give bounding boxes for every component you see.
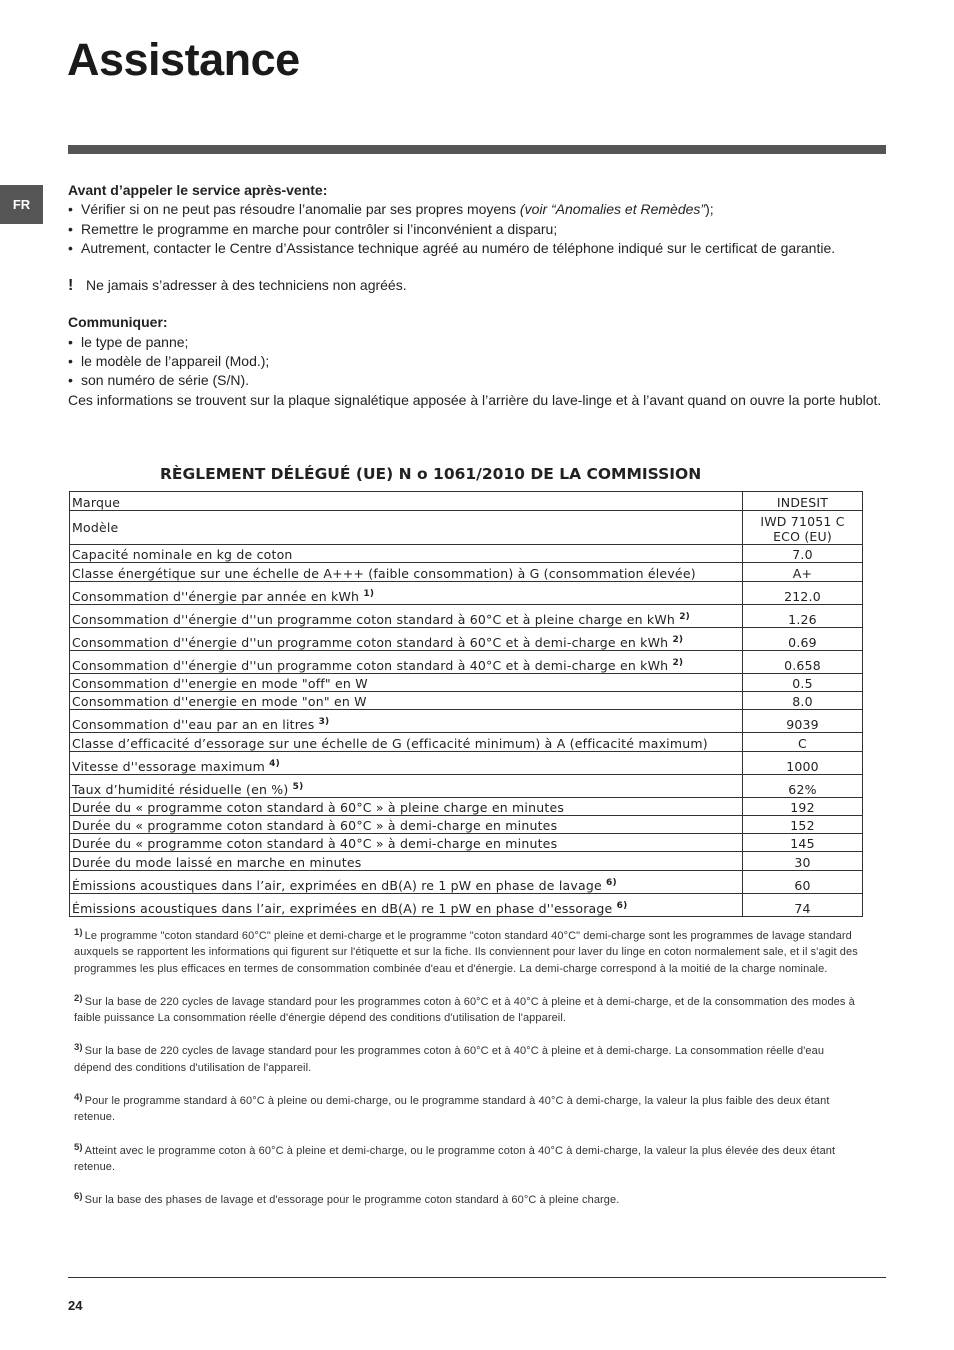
row-value: 74 <box>743 894 863 917</box>
footer-rule <box>68 1277 886 1278</box>
language-tab: FR <box>0 185 43 224</box>
table-row <box>70 733 863 752</box>
footnote-ref: 6) <box>616 901 628 911</box>
row-value: 60 <box>743 871 863 894</box>
info-paragraph: Ces informations se trouvent sur la plaque signalétique apposée à l’arrière du lave-linge et à l’avant quand on ouvre la porte hublot. <box>68 391 882 408</box>
list-item <box>68 239 886 258</box>
footnote-text: Atteint avec le programme coton à 60°C à pleine et demi-charge, ou le programme coton à 40°C à demi-charge, la valeur la plus élevée des deux étant retenue. <box>74 1144 836 1173</box>
table-row <box>70 545 863 563</box>
row-label: Consommation d''énergie d''un programme coton standard à 60°C et à pleine charge en kWh <box>72 612 676 627</box>
row-label: Consommation d''énergie d''un programme coton standard à 40°C et à demi-charge en kWh <box>72 658 669 673</box>
row-value: 145 <box>743 834 863 852</box>
footnote-ref: 1) <box>363 589 375 599</box>
table-row <box>70 834 863 852</box>
footnote-ref: 4) <box>269 759 280 769</box>
regulation-table <box>69 491 863 917</box>
footnote-text: Pour le programme standard à 60°C à pleine ou demi-charge, ou le programme standard à 40°C à demi-charge, la valeur la plus faible des deux étant retenue. <box>74 1095 830 1124</box>
footnote <box>74 1040 864 1076</box>
footnote <box>74 991 864 1027</box>
footnotes <box>74 925 864 1223</box>
bullet-text: le modèle de l’appareil (Mod.); <box>81 353 270 370</box>
list-item <box>68 200 886 219</box>
table-row <box>70 816 863 834</box>
row-label: Durée du mode laissé en marche en minutes <box>72 855 362 870</box>
row-label: Consommation d''énergie par année en kWh <box>72 589 360 604</box>
footnote-mark: 4) <box>74 1092 83 1104</box>
table-row <box>70 582 863 605</box>
footnote <box>74 1140 864 1176</box>
table-row <box>70 894 863 917</box>
table-row <box>70 628 863 651</box>
row-value-line2: ECO (EU) <box>773 529 832 544</box>
warning-text: Ne jamais s’adresser à des techniciens non agréés. <box>86 277 407 294</box>
row-value: 62% <box>743 775 863 798</box>
footnote <box>74 925 864 977</box>
footnote <box>74 1090 864 1126</box>
row-label: Durée du « programme coton standard à 60°C » à demi-charge en minutes <box>72 818 558 833</box>
row-label: Durée du « programme coton standard à 40°C » à demi-charge en minutes <box>72 836 558 851</box>
bullet-text: son numéro de série (S/N). <box>81 372 250 389</box>
row-value: INDESIT <box>743 492 863 511</box>
footnote-mark: 3) <box>74 1042 83 1054</box>
row-label: Consommation d''énergie d''un programme coton standard à 60°C et à demi-charge en kWh <box>72 635 669 650</box>
footnote-ref: 5) <box>292 782 304 792</box>
footnote-ref: 2) <box>679 612 690 622</box>
footnote-ref: 2) <box>672 658 684 668</box>
row-label: Émissions acoustiques dans l’air, exprimées en dB(A) re 1 pW en phase de lavage <box>72 878 602 893</box>
table-row <box>70 674 863 692</box>
row-label: Capacité nominale en kg de coton <box>72 547 293 562</box>
table-row <box>70 871 863 894</box>
table-row <box>70 710 863 733</box>
main-content <box>68 181 886 410</box>
table-row <box>70 651 863 674</box>
list-item <box>68 371 886 390</box>
table-row <box>70 852 863 871</box>
row-value: 9039 <box>743 710 863 733</box>
title-rule <box>68 145 886 154</box>
bullet-text: Remettre le programme en marche pour contrôler si l’inconvénient a disparu; <box>81 220 558 237</box>
footnote <box>74 1189 864 1208</box>
row-value: 192 <box>743 798 863 816</box>
bullet-text: le type de panne; <box>81 333 189 350</box>
footnote-ref: 2) <box>672 635 684 645</box>
footnote-mark: 2) <box>74 992 83 1004</box>
footnote-text: Sur la base des phases de lavage et d'essorage pour le programme coton standard à 60°C à pleine charge. <box>84 1194 620 1207</box>
bullet-icon: • <box>68 220 73 237</box>
row-value: C <box>743 733 863 752</box>
row-label: Émissions acoustiques dans l’air, exprimées en dB(A) re 1 pW en phase d''essorage <box>72 901 613 916</box>
row-value: A+ <box>743 563 863 582</box>
bullet-icon: • <box>68 372 73 389</box>
warning-note <box>68 276 886 295</box>
row-value: 0.658 <box>743 651 863 674</box>
row-label: Taux d’humidité résiduelle (en %) <box>72 782 289 797</box>
row-label: Consommation d''energie en mode "on" en W <box>72 694 367 709</box>
footnote-text: Le programme "coton standard 60°C" pleine et demi-charge et le programme "coton standard 40°C" demi-charge sont les programmes de lavage standard auxquels se rapportent les informations qui figurent sur l'étiquette et sur la fiche. Ils conviennent pour laver du linge en coton normalement sale, et il s'agit des programmes les plus efficaces en termes de consommation combinée d'eau et d'énergie. La demi-charge correspond à la moitié de la charge nominale. <box>74 930 858 975</box>
row-value: 0.5 <box>743 674 863 692</box>
table-row <box>70 692 863 710</box>
page-number: 24 <box>68 1298 83 1313</box>
bullet-icon: • <box>68 239 73 256</box>
list-item <box>68 220 886 239</box>
table-row <box>70 752 863 775</box>
bullet-icon: • <box>68 201 73 218</box>
table-row <box>70 605 863 628</box>
bullet-text: Vérifier si on ne peut pas résoudre l’anomalie par ses propres moyens <box>81 201 520 218</box>
row-value: 8.0 <box>743 692 863 710</box>
table-row <box>70 563 863 582</box>
row-value: 1000 <box>743 752 863 775</box>
footnote-mark: 6) <box>74 1191 83 1203</box>
footnote-ref: 6) <box>606 878 617 888</box>
bullet-text: Autrement, contacter le Centre d’Assistance technique agréé au numéro de téléphone indiqué sur le certificat de garantie. <box>81 239 836 256</box>
bullet-icon: • <box>68 353 73 370</box>
footnote-ref: 3) <box>318 717 330 727</box>
row-label: Consommation d''eau par an en litres <box>72 717 315 732</box>
table-row <box>70 798 863 816</box>
list-item <box>68 352 886 371</box>
row-value: 30 <box>743 852 863 871</box>
regulation-title: RÈGLEMENT DÉLÉGUÉ (UE) N o 1061/2010 DE LA COMMISSION <box>160 465 702 483</box>
table-row <box>70 775 863 798</box>
row-label: Durée du « programme coton standard à 60°C » à pleine charge en minutes <box>72 800 565 815</box>
table-row <box>70 511 863 545</box>
bullet-text-suffix: ); <box>705 201 714 218</box>
warning-icon: ! <box>68 277 74 295</box>
communicate-heading: Communiquer: <box>68 314 168 331</box>
row-value: 152 <box>743 816 863 834</box>
row-label: Classe d’efficacité d’essorage sur une échelle de G (efficacité minimum) à A (efficacité maximum) <box>72 736 708 751</box>
footnote-text: Sur la base de 220 cycles de lavage standard pour les programmes coton à 60°C et à 40°C à pleine et à demi-charge, et de la consommation des modes à faible puissance La consommation réelle d'énergie dépend des conditions d'utilisation de l'appareil. <box>74 995 855 1025</box>
row-value: IWD 71051 C <box>760 514 845 529</box>
footnote-text: Sur la base de 220 cycles de lavage standard pour les programmes coton à 60°C et à 40°C à pleine et à demi-charge. La consommation réelle d'eau dépend des conditions d'utilisation de l'appareil. <box>74 1045 825 1074</box>
row-label: Vitesse d''essorage maximum <box>72 759 265 774</box>
page-title: Assistance <box>67 34 300 85</box>
list-item <box>68 333 886 352</box>
footnote-mark: 1) <box>74 927 83 938</box>
bullet-icon: • <box>68 333 73 350</box>
row-value: 212.0 <box>743 582 863 605</box>
row-label: Marque <box>72 495 121 510</box>
row-value: 7.0 <box>743 545 863 563</box>
row-label: Classe énergétique sur une échelle de A+++ (faible consommation) à G (consommation élevée) <box>72 566 696 581</box>
row-label: Consommation d''energie en mode "off" en W <box>72 676 368 691</box>
row-value: 1.26 <box>743 605 863 628</box>
before-calling-heading: Avant d’appeler le service après-vente: <box>68 182 328 198</box>
table-row <box>70 492 863 511</box>
footnote-mark: 5) <box>74 1141 83 1153</box>
row-value: 0.69 <box>743 628 863 651</box>
bullet-text-italic: (voir “Anomalies et Remèdes” <box>519 201 706 218</box>
row-label: Modèle <box>72 520 119 535</box>
